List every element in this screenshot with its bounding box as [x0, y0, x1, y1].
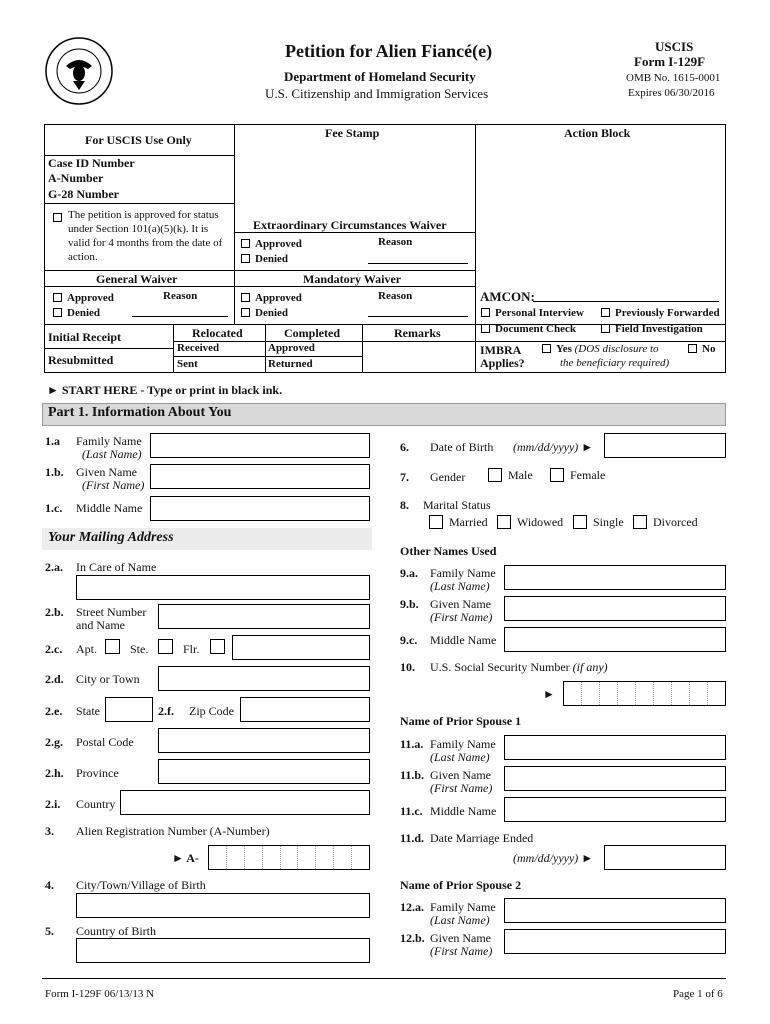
ext-approved-checkbox[interactable]: Approved — [241, 238, 302, 250]
other-names-heading: Other Names Used — [400, 544, 497, 558]
q11b-sublabel: (First Name) — [430, 781, 493, 795]
q9a-label: Family Name — [430, 566, 496, 580]
q1b-number: 1.b. — [45, 465, 64, 479]
q2g-number: 2.g. — [45, 735, 63, 749]
q9a-sublabel: (Last Name) — [430, 579, 490, 593]
q5-number: 5. — [45, 924, 54, 938]
q2c-number: 2.c. — [45, 642, 63, 656]
dhs-seal — [44, 36, 114, 106]
q11a-label: Family Name — [430, 737, 496, 751]
document-check-checkbox[interactable]: Document Check — [481, 323, 576, 335]
in-care-of-input[interactable] — [76, 575, 370, 600]
street-input[interactable] — [158, 604, 370, 629]
ext-denied-checkbox[interactable]: Denied — [241, 253, 288, 265]
q11b-label: Given Name — [430, 768, 491, 782]
q12a-number: 12.a. — [400, 900, 424, 914]
postal-code-input[interactable] — [158, 728, 370, 753]
q9c-label: Middle Name — [430, 633, 497, 647]
form-number: Form I-129F — [634, 54, 706, 69]
mand-reason-line[interactable] — [368, 305, 468, 317]
a-number-label: A-Number — [48, 171, 104, 185]
q11c-label: Middle Name — [430, 804, 497, 818]
q2g-label: Postal Code — [76, 735, 134, 749]
q2e-label: State — [76, 704, 100, 718]
q11a-number: 11.a. — [400, 737, 424, 751]
divorced-checkbox[interactable]: Divorced — [633, 515, 698, 530]
gen-approved-checkbox[interactable]: Approved — [53, 292, 114, 304]
q7-number: 7. — [400, 470, 409, 484]
mand-approved-checkbox[interactable]: Approved — [241, 292, 302, 304]
state-input[interactable] — [105, 697, 153, 722]
province-input[interactable] — [158, 759, 370, 784]
q1c-number: 1.c. — [45, 501, 63, 515]
page-number: Page 1 of 6 — [673, 988, 723, 1000]
spouse1-given-name-input[interactable] — [504, 766, 726, 791]
q3-number: 3. — [45, 824, 54, 838]
spouse1-middle-name-input[interactable] — [504, 797, 726, 822]
remarks-label: Remarks — [394, 326, 441, 340]
mandatory-waiver-label: Mandatory Waiver — [303, 272, 402, 286]
q7-label: Gender — [430, 470, 466, 484]
case-id-label: Case ID Number — [48, 156, 135, 170]
single-checkbox[interactable]: Single — [573, 515, 624, 530]
male-checkbox[interactable]: Male — [488, 468, 533, 483]
a-number-prefix: ► A- — [172, 851, 199, 865]
q12b-sublabel: (First Name) — [430, 944, 493, 958]
q2d-label: City or Town — [76, 672, 140, 686]
other-family-name-input[interactable] — [504, 565, 726, 590]
received-label: Received — [177, 342, 220, 354]
marriage-ended-input[interactable] — [604, 845, 726, 870]
approval-text: The petition is approved for status under Section 101(a)(5)(k). It is valid for 4 months from the date of action. — [68, 209, 223, 263]
q2i-number: 2.i. — [45, 797, 61, 811]
dob-format: (mm/dd/yyyy) ► — [513, 440, 594, 454]
q11d-number: 11.d. — [400, 831, 425, 845]
spouse2-given-name-input[interactable] — [504, 929, 726, 954]
imbra-yes-checkbox[interactable]: Yes (DOS disclosure to — [542, 343, 659, 355]
g28-label: G-28 Number — [48, 187, 119, 201]
uscis-label: USCIS — [655, 39, 694, 54]
q12a-sublabel: (Last Name) — [430, 913, 490, 927]
omb-number: OMB No. 1615-0001 — [626, 72, 721, 84]
previously-forwarded-checkbox[interactable]: Previously Forwarded — [601, 307, 720, 319]
spouse1-family-name-input[interactable] — [504, 735, 726, 760]
fee-stamp-label: Fee Stamp — [325, 126, 380, 140]
mand-reason-label: Reason — [378, 290, 413, 302]
q4-label: City/Town/Village of Birth — [76, 878, 206, 892]
prior-spouse2-heading: Name of Prior Spouse 2 — [400, 878, 522, 892]
start-here-instruction: ► START HERE - Type or print in black ink. — [47, 383, 283, 397]
q2a-label: In Care of Name — [76, 560, 157, 574]
field-investigation-checkbox[interactable]: Field Investigation — [601, 323, 703, 335]
flr-label: Flr. — [183, 642, 200, 656]
q3-label: Alien Registration Number (A-Number) — [76, 824, 270, 838]
q11c-number: 11.c. — [400, 804, 423, 818]
q8-number: 8. — [400, 498, 409, 512]
q1a-sublabel: (Last Name) — [82, 447, 142, 461]
ext-reason-line[interactable] — [368, 252, 468, 264]
q1b-sublabel: (First Name) — [82, 478, 145, 492]
other-given-name-input[interactable] — [504, 596, 726, 621]
other-middle-name-input[interactable] — [504, 627, 726, 652]
initial-receipt-label: Initial Receipt — [48, 330, 121, 344]
q2b-label: Street Number — [76, 605, 147, 619]
q12b-label: Given Name — [430, 931, 491, 945]
amcon-line[interactable] — [533, 290, 719, 302]
gen-reason-label: Reason — [163, 290, 198, 302]
q2f-number: 2.f. — [158, 704, 174, 718]
returned-label: Returned — [268, 358, 313, 370]
middle-name-input[interactable] — [150, 496, 370, 521]
imbra-yes-note: the beneficiary required) — [560, 357, 670, 369]
prior-spouse1-heading: Name of Prior Spouse 1 — [400, 714, 522, 728]
female-checkbox[interactable]: Female — [550, 468, 605, 483]
form-title: Petition for Alien Fiancé(e) — [285, 41, 493, 61]
q1a-number: 1.a — [45, 434, 60, 448]
apt-number-input[interactable] — [232, 635, 370, 660]
q9a-number: 9.a. — [400, 566, 418, 580]
family-name-input[interactable] — [150, 433, 370, 458]
amcon-label: AMCON: — [480, 289, 535, 304]
department: Department of Homeland Security — [284, 69, 476, 84]
q1a-label: Family Name — [76, 434, 142, 448]
action-block-label: Action Block — [564, 126, 631, 140]
apt-checkbox[interactable] — [105, 639, 120, 654]
flr-checkbox[interactable] — [210, 639, 225, 654]
q11b-number: 11.b. — [400, 768, 425, 782]
zip-input[interactable] — [240, 697, 370, 722]
ssn-arrow: ► — [543, 687, 555, 701]
q9b-sublabel: (First Name) — [430, 610, 493, 624]
date-ended-format: (mm/dd/yyyy) ► — [513, 851, 594, 865]
q2d-number: 2.d. — [45, 672, 64, 686]
q9b-number: 9.b. — [400, 597, 419, 611]
q10-label: U.S. Social Security Number (if any) — [430, 660, 608, 674]
mand-denied-checkbox[interactable]: Denied — [241, 307, 288, 319]
q12b-number: 12.b. — [400, 931, 425, 945]
general-waiver-label: General Waiver — [96, 272, 178, 286]
q10-number: 10. — [400, 660, 415, 674]
footer-rule — [42, 978, 726, 979]
uscis-only-label: For USCIS Use Only — [85, 133, 192, 147]
form-edition: Form I-129F 06/13/13 N — [45, 988, 155, 1000]
personal-interview-checkbox[interactable]: Personal Interview — [481, 307, 584, 319]
mailing-address-title: Your Mailing Address — [48, 530, 174, 545]
ste-label: Ste. — [130, 642, 149, 656]
agency: U.S. Citizenship and Immigration Services — [265, 86, 489, 101]
expiration: Expires 06/30/2016 — [628, 87, 715, 99]
gen-reason-line[interactable] — [132, 305, 228, 317]
part1-title: Part 1. Information About You — [48, 405, 232, 420]
ext-reason-label: Reason — [378, 236, 413, 248]
q2h-number: 2.h. — [45, 766, 64, 780]
widowed-checkbox[interactable]: Widowed — [497, 515, 563, 530]
q11a-sublabel: (Last Name) — [430, 750, 490, 764]
country-input[interactable] — [120, 790, 370, 815]
q2h-label: Province — [76, 766, 119, 780]
a-number-input[interactable] — [208, 845, 370, 870]
q4-number: 4. — [45, 878, 54, 892]
q8-label: Marital Status — [423, 498, 491, 512]
applies-label: Applies? — [480, 356, 525, 370]
approved-col-label: Approved — [268, 342, 315, 354]
relocated-label: Relocated — [192, 326, 243, 340]
q12a-label: Family Name — [430, 900, 496, 914]
sent-label: Sent — [177, 358, 198, 370]
ssn-input[interactable] — [563, 681, 726, 706]
q2a-number: 2.a. — [45, 560, 63, 574]
birth-city-input[interactable] — [76, 893, 370, 918]
imbra-no-checkbox[interactable]: No — [688, 343, 715, 355]
apt-label: Apt. — [76, 642, 97, 656]
q1c-label: Middle Name — [76, 501, 143, 515]
imbra-label: IMBRA — [480, 343, 522, 357]
completed-label: Completed — [284, 326, 340, 340]
city-input[interactable] — [158, 666, 370, 691]
q9b-label: Given Name — [430, 597, 491, 611]
gen-denied-checkbox[interactable]: Denied — [53, 307, 100, 319]
q6-number: 6. — [400, 440, 409, 454]
q1b-label: Given Name — [76, 465, 137, 479]
q11d-label: Date Marriage Ended — [430, 831, 534, 845]
dob-input[interactable] — [604, 433, 726, 458]
q2b-number: 2.b. — [45, 605, 64, 619]
ext-waiver-label: Extraordinary Circumstances Waiver — [253, 218, 447, 232]
given-name-input[interactable] — [150, 464, 370, 489]
q2f-label: Zip Code — [189, 704, 234, 718]
status-approved-checkbox[interactable] — [53, 210, 67, 225]
q2e-number: 2.e. — [45, 704, 63, 718]
q5-label: Country of Birth — [76, 924, 156, 938]
resubmitted-label: Resubmitted — [48, 353, 114, 367]
spouse2-family-name-input[interactable] — [504, 898, 726, 923]
birth-country-input[interactable] — [76, 938, 370, 963]
q6-label: Date of Birth — [430, 440, 494, 454]
ste-checkbox[interactable] — [158, 639, 173, 654]
q2i-label: Country — [76, 797, 116, 811]
q2b-label-2: and Name — [76, 618, 125, 632]
q9c-number: 9.c. — [400, 633, 418, 647]
married-checkbox[interactable]: Married — [429, 515, 488, 530]
